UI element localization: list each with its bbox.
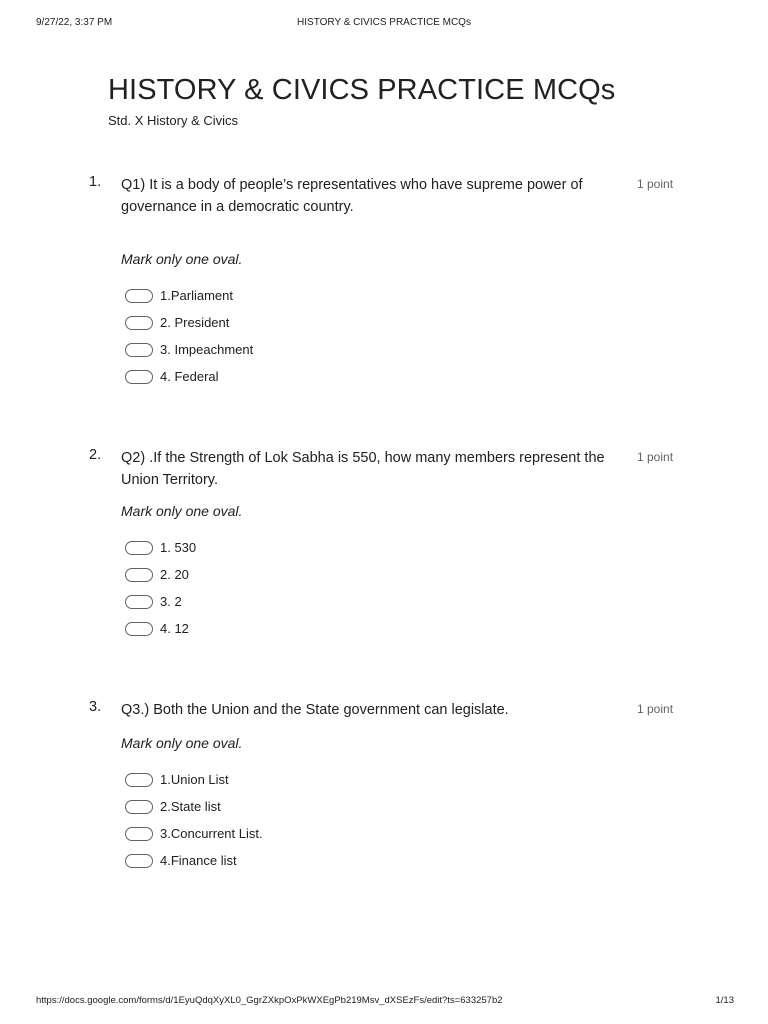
option-label: 3.Concurrent List. — [160, 826, 263, 841]
radio-oval[interactable] — [125, 316, 153, 330]
question-points: 1 point — [637, 702, 674, 716]
option-label: 2. 20 — [160, 567, 189, 582]
question-number: 1. — [89, 174, 102, 190]
radio-oval[interactable] — [125, 568, 153, 582]
question-text: Q1) It is a body of people’s representatives who have supreme power of governance in a democratic country. — [121, 177, 583, 215]
print-datetime: 9/27/22, 3:37 PM — [36, 17, 113, 28]
option-label: 2. President — [160, 315, 230, 330]
question-instruction: Mark only one oval. — [121, 735, 243, 751]
question-points: 1 point — [637, 177, 674, 191]
question-text: Q2) .If the Strength of Lok Sabha is 550, how many members represent the Union Territory. — [121, 450, 605, 488]
form-title: HISTORY & CIVICS PRACTICE MCQs — [108, 74, 616, 106]
option-label: 1. 530 — [160, 540, 197, 555]
option-label: 3. 2 — [160, 594, 182, 609]
page-number: 1/13 — [715, 995, 734, 1006]
radio-oval[interactable] — [125, 343, 153, 357]
radio-oval[interactable] — [125, 289, 153, 303]
radio-oval[interactable] — [125, 595, 153, 609]
question-text: Q3.) Both the Union and the State government can legislate. — [121, 702, 509, 718]
option-label: 2.State list — [160, 799, 221, 814]
radio-oval[interactable] — [125, 773, 153, 787]
form-description: Std. X History & Civics — [108, 113, 239, 128]
radio-oval[interactable] — [125, 854, 153, 868]
print-doc-title: HISTORY & CIVICS PRACTICE MCQs — [297, 17, 471, 28]
radio-oval[interactable] — [125, 370, 153, 384]
option-label: 4. 12 — [160, 621, 189, 636]
print-header — [0, 17, 768, 31]
radio-oval[interactable] — [125, 800, 153, 814]
option-label: 4. Federal — [160, 369, 219, 384]
option-label: 1.Union List — [160, 772, 229, 787]
option-label: 1.Parliament — [160, 288, 233, 303]
radio-oval[interactable] — [125, 541, 153, 555]
radio-oval[interactable] — [125, 622, 153, 636]
option-label: 3. Impeachment — [160, 342, 254, 357]
question-points: 1 point — [637, 450, 674, 464]
option-label: 4.Finance list — [160, 853, 237, 868]
question-instruction: Mark only one oval. — [121, 503, 243, 519]
question-number: 2. — [89, 447, 102, 463]
question-number: 3. — [89, 699, 102, 715]
print-url: https://docs.google.com/forms/d/1EyuQdqXyXL0_GgrZXkpOxPkWXEgPb219Msv_dXSEzFs/edit?ts=633257b2 — [36, 995, 503, 1006]
radio-oval[interactable] — [125, 827, 153, 841]
question-instruction: Mark only one oval. — [121, 251, 243, 267]
